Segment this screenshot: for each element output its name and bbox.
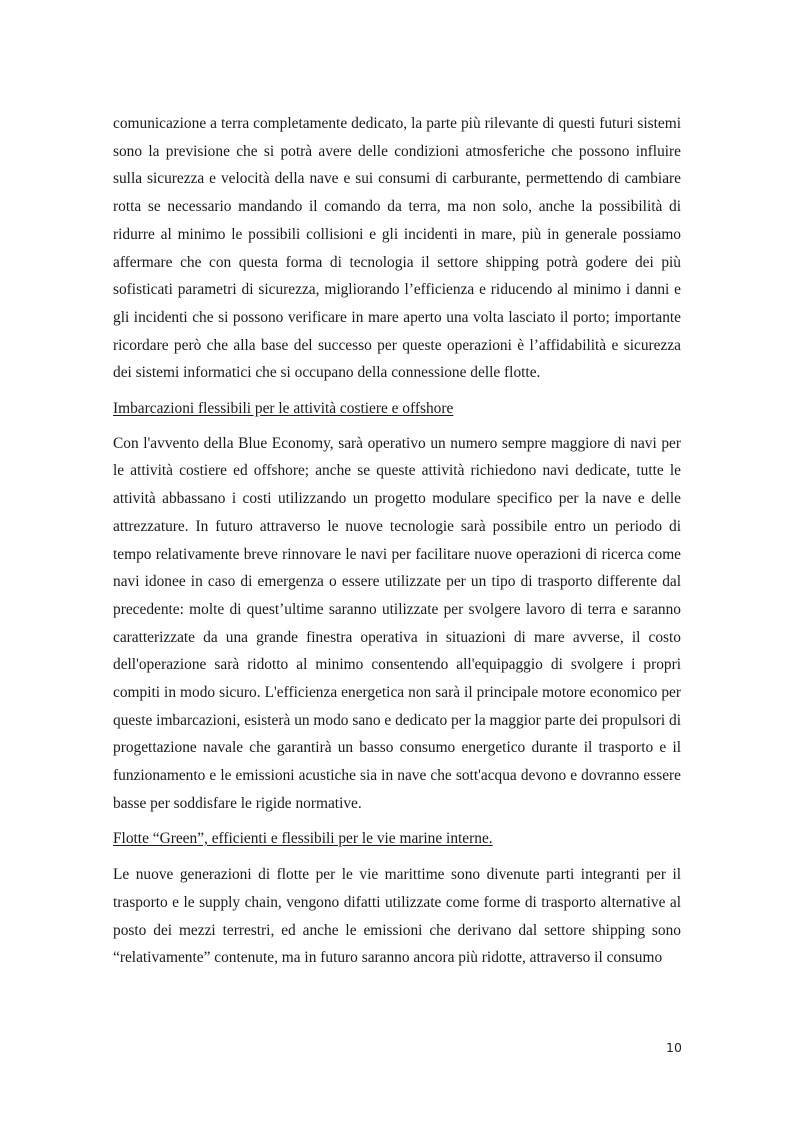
- page-body: [113, 110, 681, 972]
- paragraph: Le nuove generazioni di flotte per le vie marittime sono divenute parti integranti per il trasporto e le supply chain, vengono difatti utilizzate come forme di trasporto alternative al posto dei mezzi terrestri, ed anche le emissioni che derivano dal settore shipping sono “relativamente” contenute, ma in futuro saranno ancora più ridotte, attraverso il consumo: [113, 866, 681, 967]
- section-heading: Imbarcazioni flessibili per le attività costiere e offshore: [113, 400, 454, 418]
- paragraph: comunicazione a terra completamente dedicato, la parte più rilevante di questi futuri sistemi sono la previsione che si potrà avere delle condizioni atmosferiche che possono influire sulla sicurezza e velocità della nave e sui consumi di carburante, permettendo di cambiare rotta se necessario mandando il comando da terra, ma non solo, anche la possibilità di ridurre al minimo le possibili collisioni e gli incidenti in mare, più in generale possiamo affermare che con questa forma di tecnologia il settore shipping potrà godere dei più sofisticati parametri di sicurezza, migliorando l’efficienza e riducendo al minimo i danni e gli incidenti che si possono verificare in mare aperto una volta lasciato il porto; importante ricordare però che alla base del successo per queste operazioni è l’affidabilità e sicurezza dei sistemi informatici che si occupano della connessione delle flotte.: [113, 115, 681, 382]
- page-number: 10: [666, 1040, 682, 1055]
- section-heading: Flotte “Green”, efficienti e flessibili per le vie marine interne.: [113, 829, 493, 847]
- paragraph: Con l'avvento della Blue Economy, sarà operativo un numero sempre maggiore di navi per le attività costiere ed offshore; anche se queste attività richiedono navi dedicate, tutte le attività abbassano i costi utilizzando un progetto modulare specifico per la nave e delle attrezzature. In futuro attraverso le nuove tecnologie sarà possibile entro un periodo di tempo relativamente breve rinnovare le navi per facilitare nuove operazioni di ricerca come navi idonee in caso di emergenza o essere utilizzate per un tipo di trasporto differente dal precedente: molte di quest’ultime saranno utilizzate per svolgere lavoro di terra e saranno caratterizzate da una grande finestra operativa in situazioni di mare avverse, il costo dell'operazione sarà ridotto al minimo consentendo all'equipaggio di svolgere i propri compiti in modo sicuro. L'efficienza energetica non sarà il principale motore economico per queste imbarcazioni, esisterà un modo sano e dedicato per la maggior parte dei propulsori di progettazione navale che garantirà un basso consumo energetico durante il trasporto e il funzionamento e le emissioni acustiche sia in nave che sott'acqua devono e dovranno essere basse per soddisfare le rigide normative.: [113, 434, 681, 812]
